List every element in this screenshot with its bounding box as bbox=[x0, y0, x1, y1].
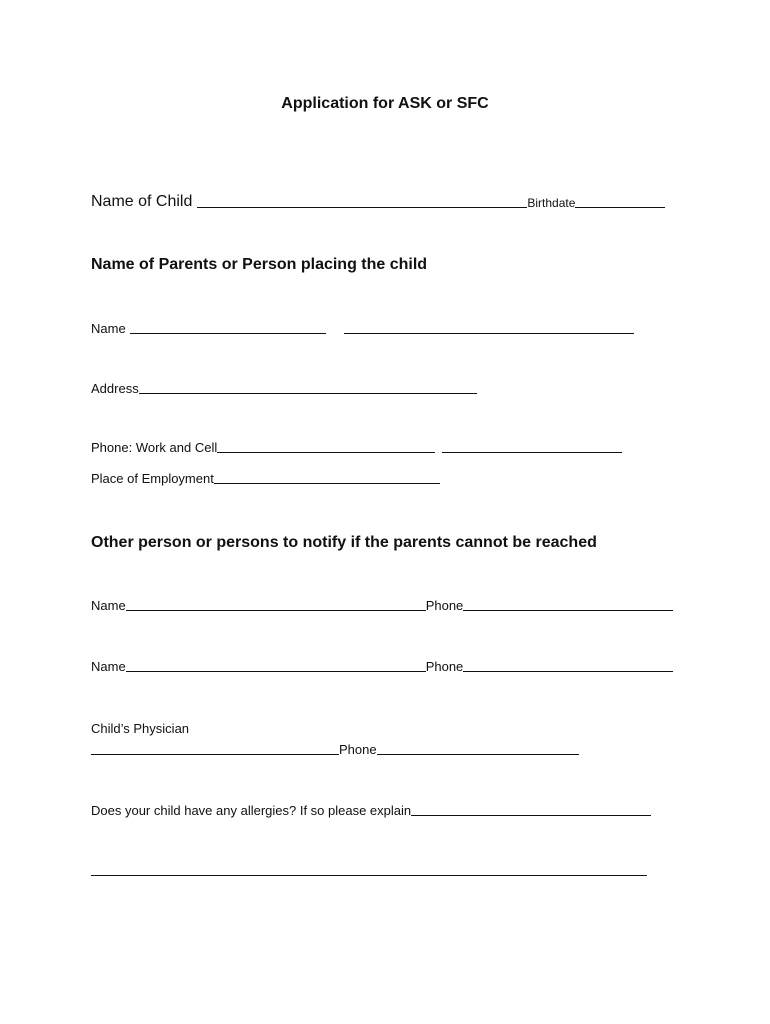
birthdate-field[interactable] bbox=[575, 206, 665, 208]
contact1-phone-label: Phone bbox=[425, 598, 464, 613]
phone-work-cell-row bbox=[91, 440, 622, 456]
employment-row bbox=[91, 471, 440, 487]
allergies-extra-field[interactable] bbox=[91, 874, 647, 876]
allergies-extra-row bbox=[91, 874, 647, 879]
phone-cell-field[interactable] bbox=[442, 451, 622, 453]
child-name-label: Name of Child bbox=[91, 193, 193, 210]
child-name-field[interactable] bbox=[197, 206, 527, 208]
parent-name-field-1[interactable] bbox=[130, 332, 326, 334]
contact2-phone-field[interactable] bbox=[463, 670, 673, 672]
contact1-name-field[interactable] bbox=[126, 609, 426, 611]
contact2-name-label: Name bbox=[91, 659, 126, 674]
parent-name-label: Name bbox=[91, 321, 126, 336]
notify-heading: Other person or persons to notify if the parents cannot be reached bbox=[91, 534, 597, 551]
contact1-name-label: Name bbox=[91, 598, 126, 613]
physician-phone-label: Phone bbox=[339, 742, 377, 757]
birthdate-label: Birthdate bbox=[527, 196, 576, 210]
allergies-field[interactable] bbox=[411, 814, 651, 816]
parent-name-field-2[interactable] bbox=[344, 332, 634, 334]
address-label: Address bbox=[91, 381, 139, 396]
physician-phone-field[interactable] bbox=[377, 753, 579, 755]
contact2-phone-label: Phone bbox=[425, 659, 464, 674]
contact-row-2 bbox=[91, 659, 673, 675]
parents-heading: Name of Parents or Person placing the child bbox=[91, 256, 428, 273]
employment-label: Place of Employment bbox=[91, 471, 214, 486]
allergies-label: Does your child have any allergies? If so please explain bbox=[91, 803, 412, 818]
employment-field[interactable] bbox=[214, 482, 440, 484]
address-row bbox=[91, 381, 477, 397]
physician-name-field[interactable] bbox=[91, 753, 339, 755]
phone-work-cell-label: Phone: Work and Cell bbox=[91, 440, 218, 455]
contact2-name-field[interactable] bbox=[126, 670, 426, 672]
physician-label-row bbox=[91, 721, 189, 737]
contact1-phone-field[interactable] bbox=[463, 609, 673, 611]
form-title: Application for ASK or SFC bbox=[281, 95, 489, 112]
physician-label: Child’s Physician bbox=[91, 721, 190, 736]
child-name-row bbox=[91, 192, 665, 211]
address-field[interactable] bbox=[139, 392, 477, 394]
phone-work-field[interactable] bbox=[217, 451, 435, 453]
physician-field-row bbox=[91, 742, 579, 758]
parent-name-row bbox=[91, 321, 634, 337]
allergies-row bbox=[91, 803, 651, 819]
contact-row-1 bbox=[91, 598, 673, 614]
